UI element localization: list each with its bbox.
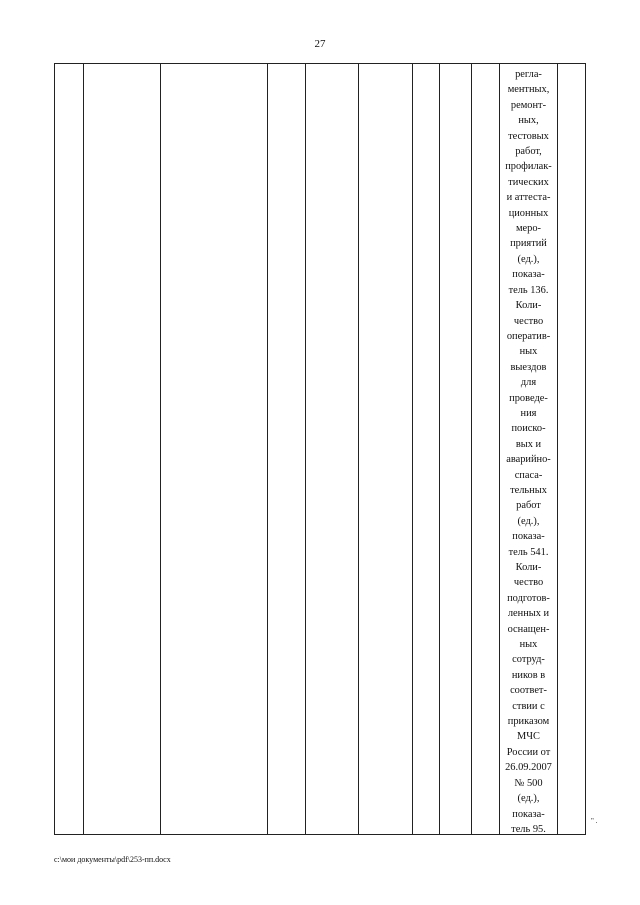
cell-text-line: (ед.), [517, 515, 540, 527]
cell-text-line: тических [508, 176, 549, 188]
cell-text-line: ных, [518, 115, 539, 127]
cell-text-line: чество [513, 577, 544, 589]
cell-text-line: и аттеста- [506, 192, 551, 204]
cell-text-line: подготов- [507, 592, 550, 604]
cell-text-line: показа- [512, 808, 545, 820]
cell-text-line: чество [513, 315, 544, 327]
cell-text-line: выездов [510, 361, 547, 373]
cell-text-line: тель 136. [508, 284, 549, 296]
cell-text-line: приказом [507, 716, 550, 728]
column-divider [305, 64, 306, 834]
cell-text-line: ников в [511, 669, 546, 681]
cell-text-line: поиско- [511, 423, 546, 435]
cell-text-line: ленных и [507, 608, 550, 620]
cell-text-line: сотруд- [512, 654, 545, 666]
cell-text-line: меро- [515, 223, 542, 235]
cell-text-line: России от [506, 746, 551, 758]
cell-text-line: регла- [515, 69, 542, 80]
column-divider [439, 64, 440, 834]
cell-text-line: работ, [515, 146, 542, 158]
column-divider [267, 64, 268, 834]
cell-text-line: для [520, 377, 537, 389]
column-divider [471, 64, 472, 834]
cell-text-line: Коли- [515, 300, 542, 312]
cell-text-line: ментных, [507, 84, 550, 96]
cell-text-line: ных [519, 346, 538, 358]
cell-text-line: Коли- [515, 562, 542, 573]
cell-text-line: (ед.), [517, 793, 540, 805]
cell-text-line: соответ- [510, 685, 547, 697]
cell-text-line: ствии с [512, 700, 545, 712]
cell-text-line: ционных [508, 207, 549, 219]
cell-text-line: спаса- [514, 469, 543, 481]
cell-text-line: оснащен- [507, 623, 550, 635]
cell-text-line: показа- [512, 531, 545, 543]
cell-text-line: тестовых [508, 130, 549, 142]
cell-text-line: тель 541. [508, 546, 549, 558]
document-table [54, 63, 586, 835]
cell-text-line: показа- [512, 269, 545, 281]
cell-text-line: № 500 [514, 777, 543, 789]
cell-text-line: проведе- [509, 392, 548, 404]
column-divider [160, 64, 161, 834]
cell-text-line: работ [516, 500, 541, 512]
cell-text-line: приятий [510, 238, 547, 250]
margin-marks: " . [591, 817, 598, 825]
indicator-cell-text [501, 64, 556, 837]
column-divider [412, 64, 413, 834]
page-number: 27 [314, 38, 326, 50]
cell-text-line: тель 95. [511, 823, 546, 835]
cell-text-line: вых и [515, 438, 542, 450]
cell-text-line: тельных [510, 484, 547, 496]
cell-text-line: 26.09.2007 [505, 762, 552, 774]
cell-text-line: оператив- [506, 330, 551, 342]
cell-text-line: ния [520, 407, 537, 419]
column-divider [83, 64, 84, 834]
cell-text-line: аварийно- [506, 454, 551, 466]
column-divider [358, 64, 359, 834]
column-divider [499, 64, 500, 834]
cell-text-line: МЧС [517, 731, 540, 743]
cell-text-line: профилак- [505, 161, 552, 173]
column-divider [557, 64, 558, 834]
cell-text-line: (ед.), [517, 253, 540, 265]
cell-text-line: ремонт- [510, 99, 547, 111]
cell-text-line: ных [519, 639, 538, 651]
footer-file-path: c:\мои документы\pdf\253-пп.docx [54, 855, 171, 864]
